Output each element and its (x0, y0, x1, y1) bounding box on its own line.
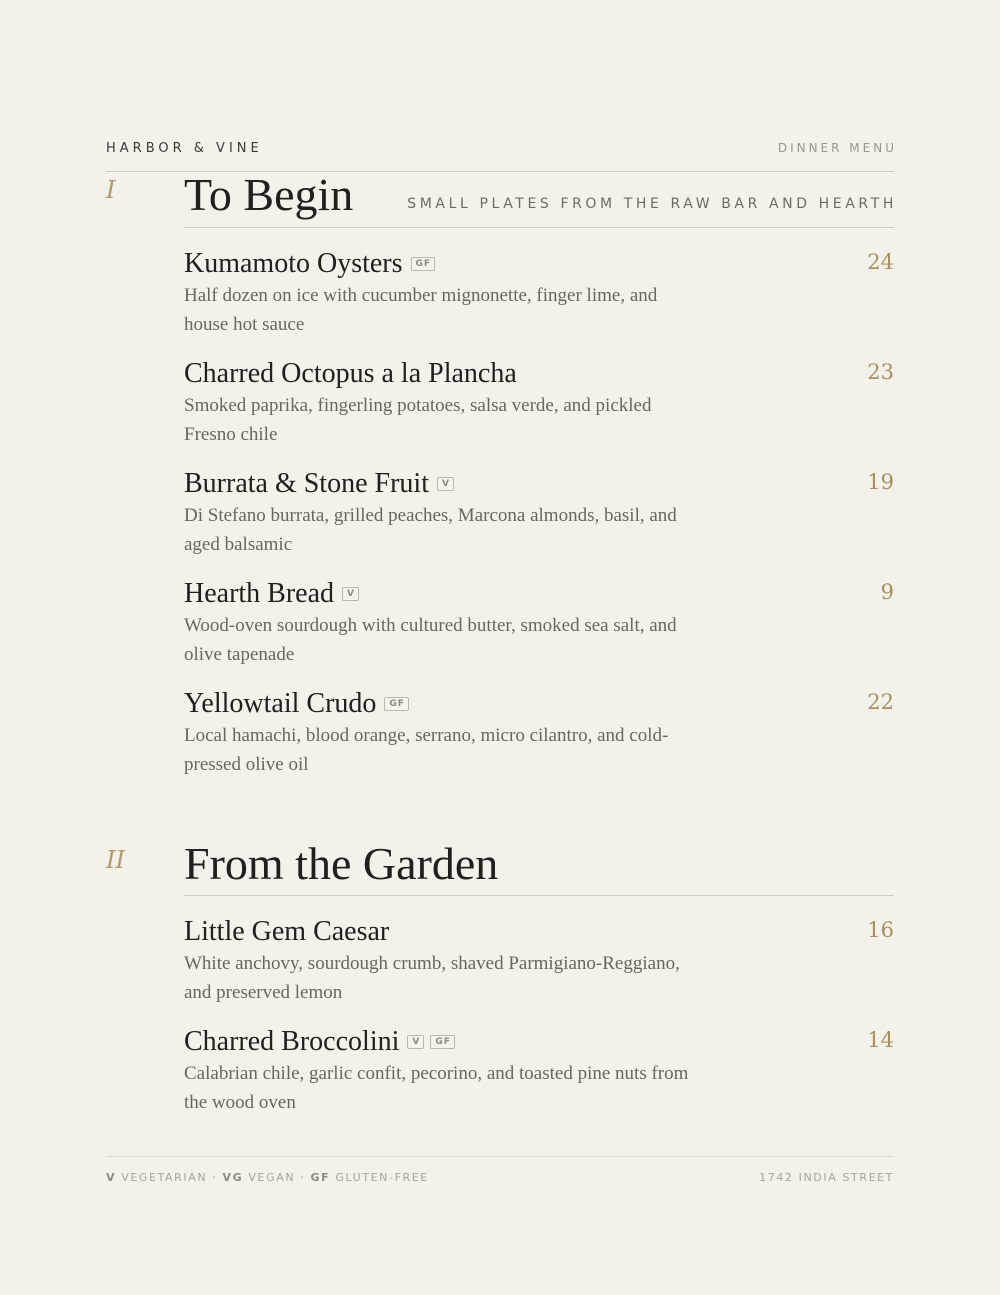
menu-footer (106, 1171, 894, 1184)
section-items (184, 248, 894, 798)
legend-label: VEGETARIAN (121, 1171, 208, 1184)
section-items (184, 916, 894, 1136)
restaurant-address: 1742 INDIA STREET (759, 1171, 894, 1184)
item-title (184, 1026, 455, 1058)
dietary-tag: V (407, 1035, 424, 1049)
item-description: Half dozen on ice with cucumber mignonette, finger lime, and house hot sauce (184, 285, 658, 335)
item-price: 22 (867, 690, 894, 714)
item-name: Burrata & Stone Fruit (184, 468, 429, 499)
item-price: 24 (867, 250, 894, 274)
item-price: 19 (867, 470, 894, 494)
menu-item (184, 358, 894, 468)
item-name: Yellowtail Crudo (184, 688, 377, 719)
item-price: 16 (867, 918, 894, 942)
legend-code: V (106, 1171, 117, 1184)
section-subtitle: SMALL PLATES FROM THE RAW BAR AND HEARTH (407, 196, 897, 212)
dietary-tag: GF (384, 697, 409, 711)
section-divider (184, 895, 894, 896)
item-title (184, 358, 517, 390)
menu-item (184, 248, 894, 358)
item-name: Charred Octopus a la Plancha (184, 358, 517, 389)
section-divider (184, 227, 894, 228)
item-title (184, 916, 389, 948)
legend-label: GLUTEN-FREE (335, 1171, 429, 1184)
menu-item (184, 688, 894, 798)
legend-separator: · (300, 1171, 306, 1184)
item-title (184, 578, 359, 610)
legend-label: VEGAN (248, 1171, 296, 1184)
legend-separator: · (212, 1171, 218, 1184)
legend-code: GF (310, 1171, 331, 1184)
section-numeral: II (106, 846, 125, 874)
item-price: 14 (867, 1028, 894, 1052)
dietary-legend (106, 1171, 429, 1184)
item-price: 9 (880, 580, 894, 604)
section-numeral: I (106, 176, 116, 204)
menu-item (184, 916, 894, 1026)
item-name: Little Gem Caesar (184, 916, 390, 947)
item-title (184, 248, 435, 280)
menu-label: DINNER MENU (777, 141, 897, 155)
item-title (184, 468, 454, 500)
item-name: Hearth Bread (184, 578, 335, 609)
dietary-tag: GF (430, 1035, 455, 1049)
menu-item (184, 468, 894, 578)
item-description: White anchovy, sourdough crumb, shaved Parmigiano-Reggiano, and preserved lemon (184, 953, 680, 1003)
footer-divider (106, 1156, 894, 1157)
menu-item (184, 578, 894, 688)
item-description: Wood-oven sourdough with cultured butter, smoked sea salt, and olive tapenade (184, 615, 677, 665)
item-description: Di Stefano burrata, grilled peaches, Marcona almonds, basil, and aged balsamic (184, 505, 677, 555)
section-title: To Begin (184, 169, 354, 220)
menu-header (106, 141, 897, 156)
item-title (184, 688, 409, 720)
dietary-tag: GF (411, 257, 436, 271)
item-name: Kumamoto Oysters (184, 248, 403, 279)
dietary-tag: V (437, 477, 454, 491)
item-description: Smoked paprika, fingerling potatoes, salsa verde, and pickled Fresno chile (184, 395, 652, 445)
dietary-tag: V (342, 587, 359, 601)
restaurant-name: HARBOR & VINE (106, 141, 263, 156)
item-description: Local hamachi, blood orange, serrano, micro cilantro, and cold-pressed olive oil (184, 725, 669, 775)
item-price: 23 (867, 360, 894, 384)
section-title: From the Garden (184, 838, 499, 889)
menu-item (184, 1026, 894, 1136)
item-name: Charred Broccolini (184, 1026, 400, 1057)
legend-code: VG (222, 1171, 244, 1184)
item-description: Calabrian chile, garlic confit, pecorino, and toasted pine nuts from the wood oven (184, 1063, 689, 1113)
